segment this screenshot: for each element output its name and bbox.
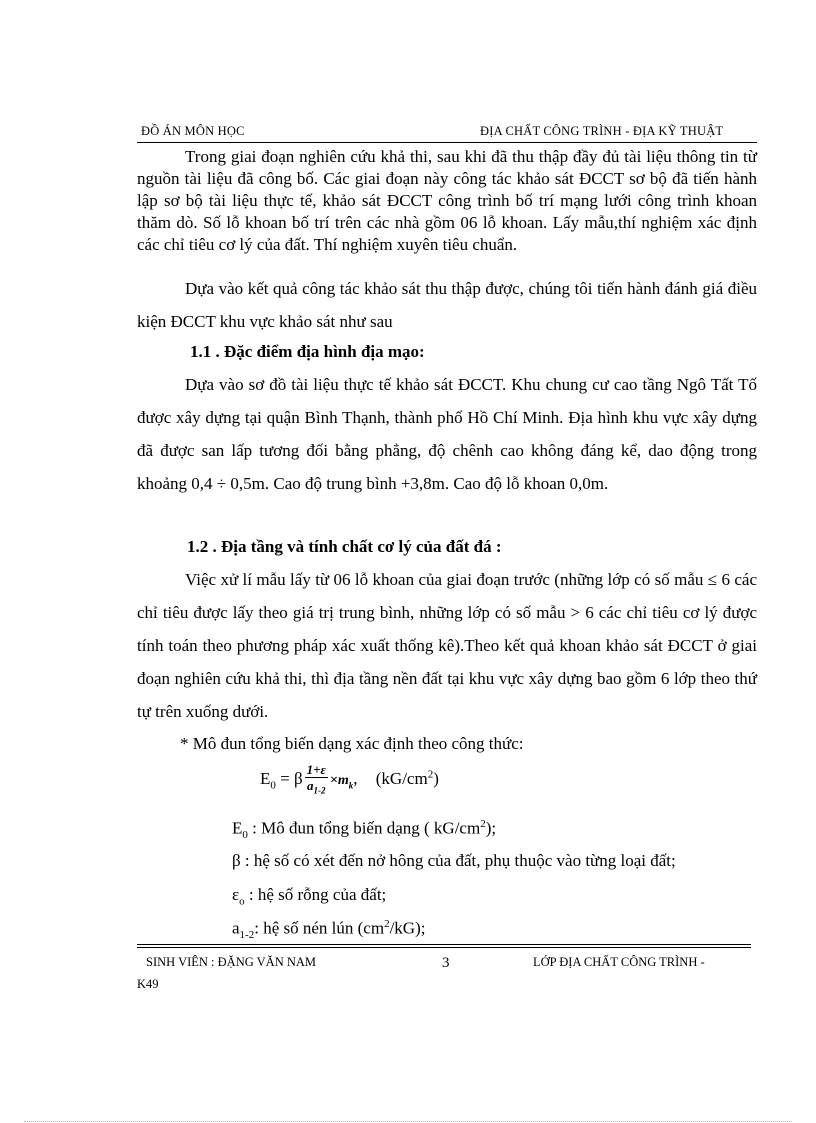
formula-lhs: E: [260, 769, 271, 789]
formula-unit: [376, 769, 439, 788]
footer-left: SINH VIÊN : ĐẶNG VĂN NAM: [146, 955, 317, 969]
footer-rule-2: [137, 947, 751, 948]
section-heading-1-1: 1.1 . Đặc điểm địa hình địa mạo:: [190, 342, 425, 361]
formula-beta: = β: [280, 769, 303, 789]
footer-continuation: K49: [137, 977, 159, 991]
formula-den-a: a: [307, 778, 314, 793]
formula-denominator: [305, 778, 328, 799]
definition-a12: [232, 918, 425, 941]
formula-intro: * Mô đun tổng biến dạng xác định theo công thức:: [180, 734, 524, 753]
modulus-formula: [260, 762, 439, 799]
definition-e0-symbol: E: [232, 818, 243, 838]
formula-unit-post: ): [433, 769, 439, 789]
footer-right: LỚP ĐỊA CHẤT CÔNG TRÌNH -: [533, 955, 705, 969]
formula-unit-sup: 2: [427, 768, 434, 781]
paragraph-3: [137, 368, 757, 500]
definition-a12-tail: /kG);: [389, 918, 426, 938]
formula-numerator: 1+ε: [306, 762, 326, 777]
definition-epsilon-symbol: ε: [232, 885, 240, 904]
paragraph-1: [137, 146, 757, 256]
page-number: 3: [442, 955, 450, 971]
definition-beta: [232, 851, 676, 871]
definition-a12-sub: 1-2: [239, 929, 255, 942]
definition-epsilon: [232, 885, 386, 907]
definition-beta-symbol: β: [232, 851, 241, 870]
formula-fraction: [305, 762, 328, 799]
definition-beta-text: : hệ số có xét đến nở hông của đất, phụ thuộc vào từng loại đất;: [240, 851, 676, 870]
paragraph-4-text: Việc xử lí mẫu lấy từ 06 lỗ khoan của giai đoạn trước (những lớp có số mẫu ≤ 6 các chỉ tiêu được lấy theo giá trị trung bình, những lớp có số mẫu > 6 các chỉ tiêu cơ lý được tính toán theo phương pháp xác xuất thống kê).Theo kết quả khoan khảo sát ĐCCT ở giai đoạn nghiên cứu khả thi, thì địa tầng nền đất tại khu vực xây dựng bao gồm 6 lớp theo thứ tự trên xuống dưới.: [137, 570, 757, 721]
definition-e0-text: : Mô đun tổng biến dạng ( kG/cm: [247, 818, 481, 838]
definition-e0-sup: 2: [480, 818, 486, 830]
formula-mk-sub: k: [348, 780, 354, 791]
paragraph-1-text: Trong giai đoạn nghiên cứu khả thi, sau khi đã thu thập đầy đủ tài liệu thông tin từ nguồn tài liệu đã công bố. Các giai đoạn này công tác khảo sát ĐCCT sơ bộ đã tiến hành lập sơ bộ tài liệu thực tế, khảo sát ĐCCT công trình bố trí mạng lưới công trình khoan thăm dò. Số lỗ khoan bố trí trên các nhà gồm 06 lỗ khoan. Lấy mẫu,thí nghiệm xác định các chỉ tiêu cơ lý của đất. Thí nghiệm xuyên tiêu chuẩn.: [137, 147, 757, 254]
paragraph-3-text: Dựa vào sơ đồ tài liệu thực tế khảo sát ĐCCT. Khu chung cư cao tầng Ngô Tất Tố được xây dựng tại quận Bình Thạnh, thành phố Hồ Chí Minh. Địa hình khu vực xây dựng đã được san lấp tương đối bằng phẳng, độ chênh cao không đáng kể, dao động trong khoảng 0,4 ÷ 0,5m. Cao độ trung bình +3,8m. Cao độ lỗ khoan 0,0m.: [137, 375, 757, 493]
definition-a12-symbol: a: [232, 918, 240, 938]
paragraph-2-text: Dựa vào kết quả công tác khảo sát thu thập được, chúng tôi tiến hành đánh giá điều kiện ĐCCT khu vực khảo sát như sau: [137, 279, 757, 331]
page-bottom-border: [24, 1121, 792, 1122]
header-left: ĐỒ ÁN MÔN HỌC: [141, 124, 245, 138]
definition-a12-sup: 2: [384, 918, 390, 930]
formula-unit-pre: (kG/cm: [375, 769, 428, 789]
formula-den-sub: 1-2: [313, 785, 326, 796]
definition-e0-sub: 0: [242, 829, 248, 842]
header-rule: [137, 142, 757, 143]
definition-epsilon-sub: o: [239, 895, 245, 908]
formula-lhs-sub: 0: [270, 779, 276, 792]
section-heading-1-2: 1.2 . Địa tầng và tính chất cơ lý của đất đá :: [187, 537, 502, 556]
definition-e0: [232, 818, 496, 841]
formula-comma: ,: [353, 769, 358, 789]
definition-a12-text: : hệ số nén lún (cm: [254, 918, 385, 938]
footer-rule-1: [137, 944, 751, 945]
paragraph-4: [137, 563, 757, 728]
formula-times: ×: [329, 773, 338, 789]
header-right: ĐỊA CHẤT CÔNG TRÌNH - ĐỊA KỸ THUẬT: [480, 124, 724, 138]
formula-mk: m: [337, 773, 349, 789]
paragraph-2: [137, 272, 757, 338]
definition-epsilon-text: : hệ số rỗng của đất;: [244, 885, 387, 904]
definition-e0-tail: );: [485, 818, 497, 838]
